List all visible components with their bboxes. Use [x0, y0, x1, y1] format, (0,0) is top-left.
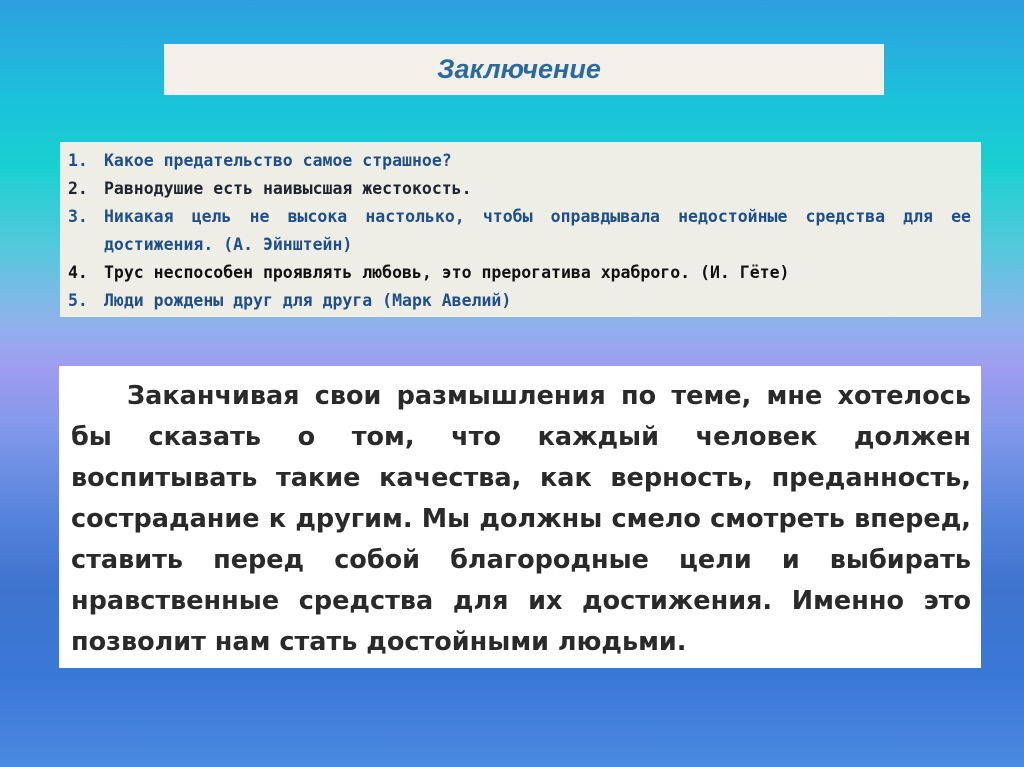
list-item-number: 4. [68, 263, 88, 282]
list-item-text: Какое предательство самое страшное? [104, 151, 452, 170]
list-item-text: Никакая цель не высока настолько, чтобы оправдывала недостойные средства для ее достижения. (А. Эйнштейн) [104, 207, 971, 254]
list-item [68, 259, 971, 287]
list-item [68, 175, 971, 203]
list-item-number: 5. [68, 291, 88, 310]
conclusion-text: Заканчивая свои размышления по теме, мне хотелось бы сказать о том, что каждый человек должен воспитывать такие качества, как верность, преданность, сострадание к другим. Мы должны смело смотреть вперед, ставить перед собой благородные цели и выбирать нравственные средства для их достижения. Именно это позволит нам стать достойными людьми. [71, 381, 971, 657]
list-item-text: Равнодушие есть наивысшая жестокость. [104, 179, 472, 198]
list-item [68, 287, 971, 315]
list-item-number: 3. [68, 207, 88, 226]
title-box [164, 44, 884, 95]
list-item [68, 203, 971, 259]
list-item [68, 147, 971, 175]
quotes-box [60, 142, 981, 317]
list-item-number: 1. [68, 151, 88, 170]
list-item-text: Люди рождены друг для друга (Марк Авелий) [104, 291, 512, 310]
list-item-number: 2. [68, 179, 88, 198]
list-item-text: Трус неспособен проявлять любовь, это прерогатива храброго. (И. Гёте) [104, 263, 790, 282]
conclusion-box [59, 366, 981, 668]
quotes-list [68, 147, 971, 315]
slide-title: Заключение [437, 54, 601, 84]
